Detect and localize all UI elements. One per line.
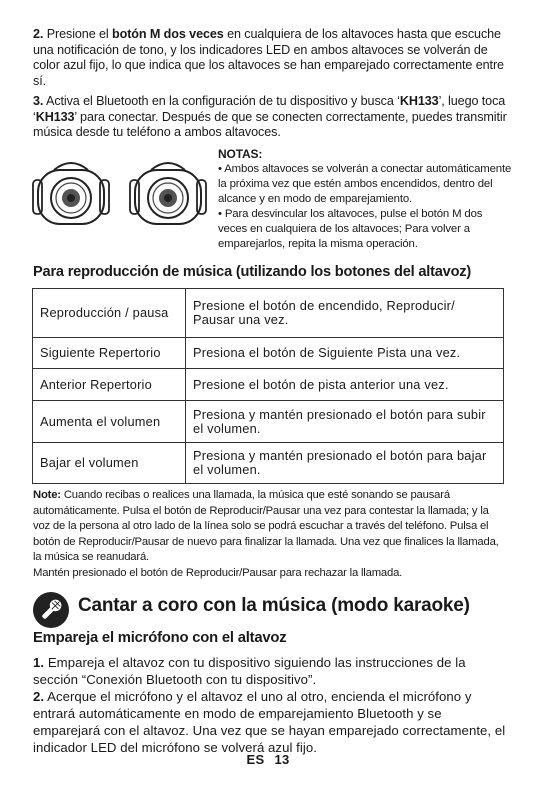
- karaoke-step-1: 1. Empareja el altavoz con tu dispositivo siguiendo las instrucciones de la sección “Conexión Bluetooth con tu dispositivo”.: [33, 655, 466, 687]
- action-cell: Bajar el volumen: [33, 443, 186, 484]
- step-3-paragraph: 3. Activa el Bluetooth en la configuración de tu dispositivo y busca ‘KH133’, luego toca ‘KH133’ para conectar. Después de que se conecten correctamente, puedes transmitir música desde tu teléfono a ambos altavoces.: [33, 94, 507, 140]
- notes-title: NOTAS:: [218, 147, 263, 161]
- table-row: [33, 338, 504, 369]
- action-cell: Reproducción / pausa: [33, 289, 186, 338]
- model-name: KH133: [35, 109, 75, 124]
- table-row: [33, 443, 504, 484]
- model-name: KH133: [399, 94, 439, 108]
- note-item: • Ambos altavoces se volverán a conectar automáticamente la próxima vez que estén ambos encendidos, dentro del alcance y en modo de emparejamiento.: [218, 163, 512, 205]
- action-cell: Aumenta el volumen: [33, 401, 186, 443]
- call-note: Note: Cuando recibas o realices una llamada, la música que esté sonando se pausará automáticamente. Pulsa el botón de Reproducir/Pausar una vez para contestar la llamada; y la voz de la persona al otro lado de la línea solo se podrá escuchar a través del teléfono. Pulsa el botón de Reproducir/Pausar de nuevo para finalizar la llamada. Una vez que finalices la llamada, la música se reanudará. Mantén presionado el botón de Reproducir/Pausar para rechazar la llamada.: [33, 489, 499, 579]
- pair-mic-subtitle: Empareja el micrófono con el altavoz: [33, 630, 287, 646]
- instruction-cell: Presiona y mantén presionado el botón para bajar el volumen.: [186, 443, 504, 484]
- action-cell: Anterior Repertorio: [33, 369, 186, 401]
- karaoke-title: Cantar a coro con la música (modo karaoke): [78, 595, 470, 616]
- music-section-title: Para reproducción de música (utilizando los botones del altavoz): [33, 264, 472, 280]
- instruction-cell: Presiona y mantén presionado el botón para subir el volumen.: [186, 401, 504, 443]
- table-row: [33, 369, 504, 401]
- table-row: [33, 289, 504, 338]
- page-footer: [0, 752, 536, 767]
- step-2-paragraph: 2. Presione el botón M dos veces en cualquiera de los altavoces hasta que escuche una notificación de tono, y los indicadores LED en ambos altavoces se volverán de color azul fijo, lo que indica que los altavoces se han emparejado correctamente entre sí.: [33, 27, 504, 88]
- action-cell: Siguiente Repertorio: [33, 338, 186, 369]
- speaker-icon: [30, 152, 112, 234]
- page-number: 13: [274, 752, 290, 767]
- notes-box: [218, 147, 514, 252]
- language-code: ES: [246, 752, 265, 767]
- instruction-cell: Presione el botón de pista anterior una vez.: [186, 369, 504, 401]
- note-label: Note:: [33, 489, 61, 501]
- karaoke-step-2: 2. Acerque el micrófono y el altavoz el uno al otro, encienda el micrófono y entrará automáticamente en modo de emparejamiento Bluetooth y se emparejará con el altavoz. Una vez que se hayan emparejado correctamente, el indicador LED del micrófono se volverá azul fijo.: [33, 689, 506, 755]
- table-row: [33, 401, 504, 443]
- m-button-label: botón M dos veces: [112, 27, 224, 41]
- instruction-cell: Presiona el botón de Siguiente Pista una vez.: [186, 338, 504, 369]
- karaoke-steps: [33, 654, 507, 756]
- note-item: • Para desvincular los altavoces, pulse el botón M dos veces en cualquiera de los altavoces; Para volver a emparejarlos, repita la misma operación.: [218, 208, 483, 250]
- speaker-icon: [127, 152, 209, 234]
- music-controls-table: [32, 288, 504, 484]
- instruction-cell: Presione el botón de encendido, Reproducir/ Pausar una vez.: [186, 289, 504, 338]
- microphone-icon: [32, 591, 70, 629]
